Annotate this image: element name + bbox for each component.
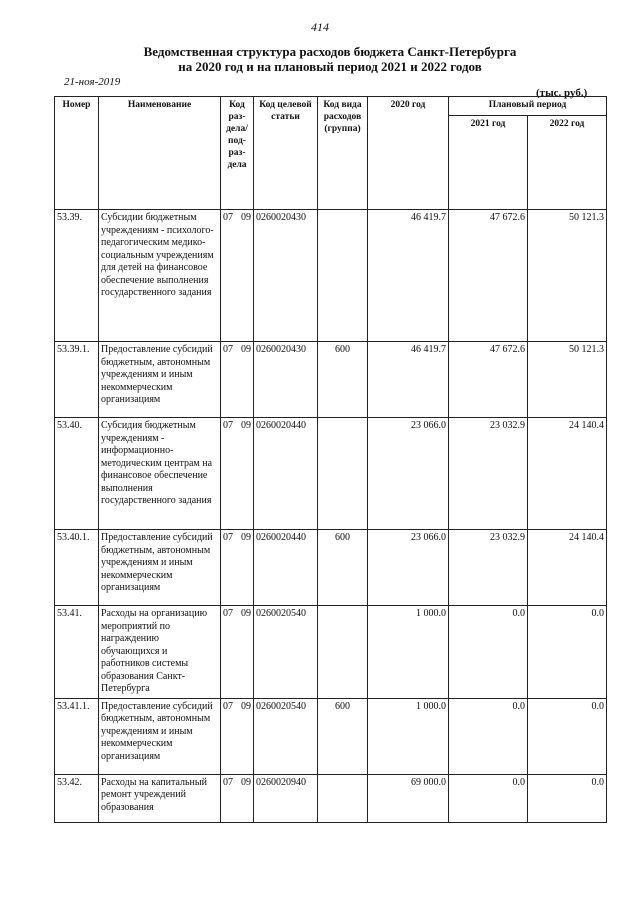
row-value-2022: 50 121.3 (528, 210, 607, 342)
row-name: Расходы на капитальный ремонт учреждений образования (99, 774, 221, 822)
section-code: 07 (223, 212, 233, 223)
header-2022: 2022 год (528, 116, 607, 210)
row-section-code (221, 210, 254, 342)
row-value-2020: 46 419.7 (368, 210, 449, 342)
row-value-2022: 24 140.4 (528, 530, 607, 606)
row-name: Субсидии бюджетным учреждениям - психолого-педагогическим медико-социальным учреждениям для детей на финансовое обеспечение выполнения государственного задания (99, 210, 221, 342)
row-value-2020: 1 000.0 (368, 606, 449, 699)
subsection-code: 09 (241, 420, 251, 431)
row-group-code: 600 (318, 342, 368, 418)
subsection-code: 09 (241, 700, 251, 712)
section-code: 07 (223, 532, 233, 543)
row-value-2021: 23 032.9 (449, 530, 528, 606)
row-value-2022: 50 121.3 (528, 342, 607, 418)
row-value-2022: 0.0 (528, 774, 607, 822)
row-value-2020: 23 066.0 (368, 530, 449, 606)
row-number: 53.42. (55, 774, 99, 822)
title-line-1: Ведомственная структура расходов бюджета Санкт-Петербурга (143, 44, 517, 59)
table-row (55, 698, 607, 774)
row-value-2020: 23 066.0 (368, 418, 449, 530)
row-target-code: 0260020940 (254, 774, 318, 822)
header-group-code: Код вида расходов (группа) (318, 97, 368, 210)
title-line-2: на 2020 год и на плановый период 2021 и 2022 годов (178, 59, 482, 74)
section-code: 07 (223, 700, 233, 712)
section-code: 07 (223, 776, 233, 788)
header-section-code: Код раз-дела/ под-раз-дела (221, 97, 254, 210)
document-date: 21-ноя-2019 (64, 76, 121, 88)
row-value-2020: 69 000.0 (368, 774, 449, 822)
table-row (55, 210, 607, 342)
row-group-code (318, 418, 368, 530)
row-group-code: 600 (318, 530, 368, 606)
row-name: Субсидия бюджетным учреждениям - информационно-методическим центрам на финансовое обеспечение выполнения государственного задания (99, 418, 221, 530)
header-name: Наименование (99, 97, 221, 210)
section-code: 07 (223, 344, 233, 355)
row-value-2022: 24 140.4 (528, 418, 607, 530)
table-row (55, 530, 607, 606)
row-number: 53.40. (55, 418, 99, 530)
row-target-code: 0260020540 (254, 698, 318, 774)
header-2020: 2020 год (368, 97, 449, 210)
row-group-code (318, 606, 368, 699)
row-value-2021: 0.0 (449, 774, 528, 822)
row-section-code (221, 342, 254, 418)
subsection-code: 09 (241, 344, 251, 355)
row-value-2021: 47 672.6 (449, 342, 528, 418)
row-target-code: 0260020430 (254, 210, 318, 342)
row-number: 53.39. (55, 210, 99, 342)
row-group-code (318, 210, 368, 342)
row-group-code: 600 (318, 698, 368, 774)
subsection-code: 09 (241, 212, 251, 223)
header-target-code: Код целевой статьи (254, 97, 318, 210)
row-name: Предоставление субсидий бюджетным, автономным учреждениям и иным некоммерческим организациям (99, 530, 221, 606)
table-row (55, 606, 607, 699)
row-number: 53.40.1. (55, 530, 99, 606)
header-2021: 2021 год (449, 116, 528, 210)
row-target-code: 0260020540 (254, 606, 318, 699)
row-target-code: 0260020440 (254, 530, 318, 606)
row-section-code (221, 606, 254, 699)
row-name: Предоставление субсидий бюджетным, автономным учреждениям и иным некоммерческим организациям (99, 698, 221, 774)
row-target-code: 0260020440 (254, 418, 318, 530)
table-row (55, 342, 607, 418)
row-group-code (318, 774, 368, 822)
row-number: 53.39.1. (55, 342, 99, 418)
units-label: (тыс. руб.) (536, 87, 588, 99)
header-plan-period: Плановый период (449, 97, 607, 116)
row-value-2021: 0.0 (449, 698, 528, 774)
row-section-code (221, 418, 254, 530)
row-section-code (221, 774, 254, 822)
row-value-2022: 0.0 (528, 606, 607, 699)
row-number: 53.41.1. (55, 698, 99, 774)
row-value-2021: 47 672.6 (449, 210, 528, 342)
row-value-2020: 1 000.0 (368, 698, 449, 774)
section-code: 07 (223, 420, 233, 431)
header-number: Номер (55, 97, 99, 210)
section-code: 07 (223, 608, 233, 619)
table-body (55, 210, 607, 823)
document-title (60, 44, 600, 74)
page-number: 414 (311, 20, 329, 34)
subsection-code: 09 (241, 608, 251, 619)
subsection-code: 09 (241, 776, 251, 788)
table-row (55, 774, 607, 822)
row-section-code (221, 530, 254, 606)
table-header (55, 97, 607, 210)
row-value-2021: 23 032.9 (449, 418, 528, 530)
row-value-2021: 0.0 (449, 606, 528, 699)
row-value-2022: 0.0 (528, 698, 607, 774)
budget-table (54, 96, 607, 823)
row-target-code: 0260020430 (254, 342, 318, 418)
subsection-code: 09 (241, 532, 251, 543)
row-section-code (221, 698, 254, 774)
table-row (55, 418, 607, 530)
row-number: 53.41. (55, 606, 99, 699)
row-name: Расходы на организацию мероприятий по награждению обучающихся и работников системы образования Санкт-Петербурга (99, 606, 221, 699)
row-name: Предоставление субсидий бюджетным, автономным учреждениям и иным некоммерческим организациям (99, 342, 221, 418)
row-value-2020: 46 419.7 (368, 342, 449, 418)
